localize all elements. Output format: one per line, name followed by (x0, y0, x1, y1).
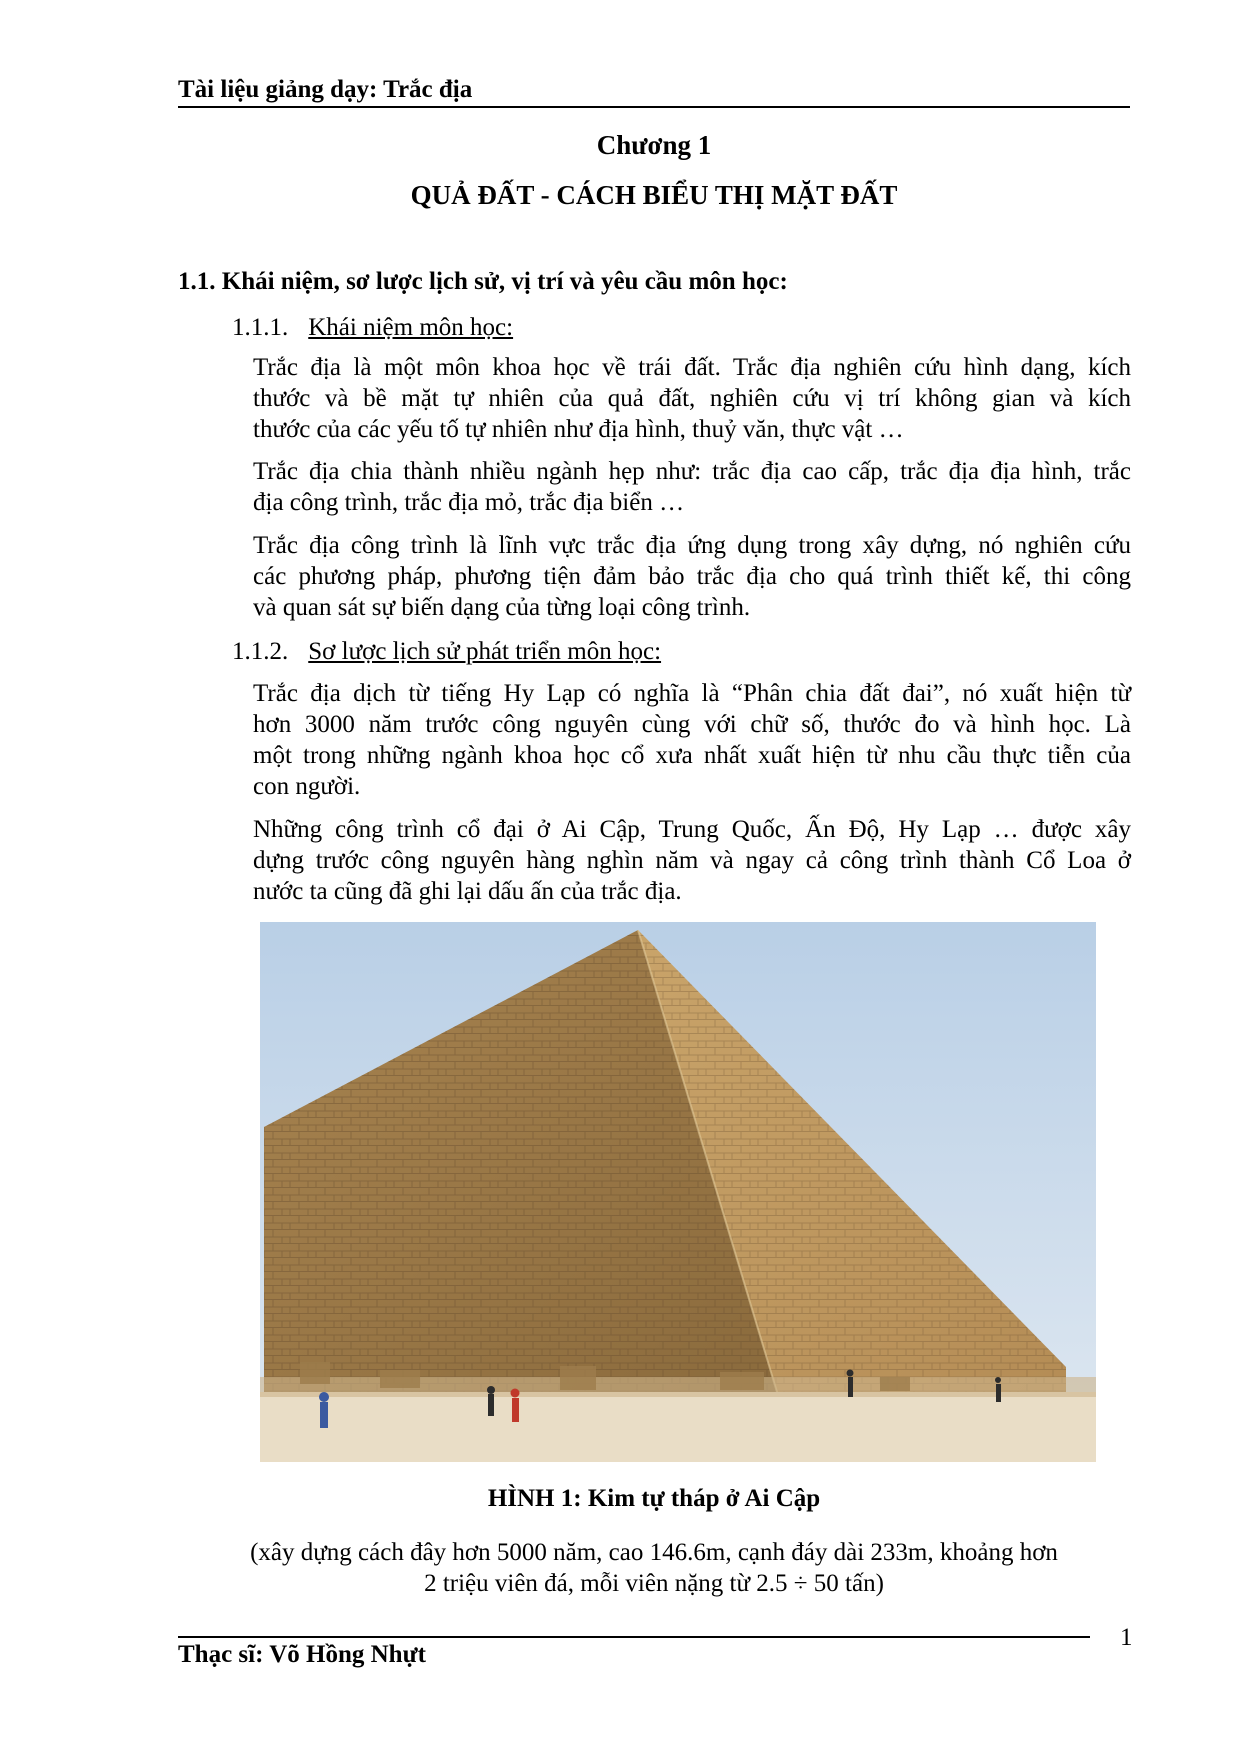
paragraph-line: địa công trình, trắc địa mỏ, trắc địa biển … (253, 489, 685, 516)
subsection-1-title: Khái niệm môn học: (308, 314, 514, 341)
paragraph-line: Trắc địa chia thành nhiều ngành hẹp như: trắc địa cao cấp, trắc địa địa hình, trắc (253, 458, 1131, 485)
subsection-1-number: 1.1.1. (232, 314, 289, 341)
paragraph-line: thước của các yếu tố tự nhiên như địa hình, thuỷ văn, thực vật … (253, 416, 904, 443)
figure-note (178, 1537, 1130, 1599)
paragraph-line: thước và bề mặt tự nhiên của quả đất, nghiên cứu vị trí không gian và kích (253, 385, 1131, 412)
paragraph-line: và quan sát sự biến dạng của từng loại công trình. (253, 594, 751, 621)
subsection-2-title: Sơ lược lịch sử phát triển môn học: (308, 638, 662, 665)
paragraph-line: Những công trình cổ đại ở Ai Cập, Trung Quốc, Ấn Độ, Hy Lạp … được xây (253, 816, 1131, 843)
paragraph-line: hơn 3000 năm trước công nguyên cùng với chữ số, thước đo và hình học. Là (253, 711, 1131, 738)
figure-note-line: 2 triệu viên đá, mỗi viên nặng từ 2.5 ÷ 50 tấn) (424, 1570, 884, 1597)
paragraph-line: Trắc địa là một môn khoa học về trái đất. Trắc địa nghiên cứu hình dạng, kích (253, 354, 1131, 381)
paragraph-line: con người. (253, 773, 361, 800)
chapter-number: Chương 1 (596, 130, 712, 160)
chapter-title: QUẢ ĐẤT - CÁCH BIỂU THỊ MẶT ĐẤT (410, 180, 898, 210)
footer-author: Thạc sĩ: Võ Hồng Nhựt (178, 1641, 426, 1668)
subsection-2-number: 1.1.2. (232, 638, 289, 665)
paragraph-4 (253, 678, 1131, 802)
paragraph-line: Trắc địa công trình là lĩnh vực trắc địa ứng dụng trong xây dựng, nó nghiên cứu (253, 532, 1131, 559)
paragraph-line: một trong những ngành khoa học cổ xưa nhất xuất hiện từ nhu cầu thực tiễn của (253, 742, 1131, 769)
paragraph-line: các phương pháp, phương tiện đảm bảo trắc địa cho quá trình thiết kế, thi công (253, 563, 1131, 590)
paragraph-5 (253, 814, 1131, 907)
figure-note-line: (xây dựng cách đây hơn 5000 năm, cao 146.6m, cạnh đáy dài 233m, khoảng hơn (250, 1539, 1058, 1566)
paragraph-line: Trắc địa dịch từ tiếng Hy Lạp có nghĩa là “Phân chia đất đai”, nó xuất hiện từ (253, 680, 1131, 707)
subsection-2-heading (232, 638, 661, 666)
paragraph-line: nước ta cũng đã ghi lại dấu ấn của trắc địa. (253, 878, 682, 905)
figure-caption: HÌNH 1: Kim tự tháp ở Ai Cập (487, 1485, 821, 1512)
paragraph-3 (253, 530, 1131, 623)
page-header (178, 72, 1130, 108)
paragraph-1 (253, 352, 1131, 445)
footer-divider (178, 1636, 1090, 1638)
paragraph-2 (253, 456, 1131, 518)
page-number: 1 (1120, 1624, 1133, 1651)
header-title: Tài liệu giảng dạy: Trắc địa (178, 76, 473, 103)
subsection-1-heading (232, 314, 513, 342)
paragraph-line: dựng trước công nguyên hàng nghìn năm và ngay cả công trình thành Cổ Loa ở (253, 847, 1131, 874)
section-heading: 1.1. Khái niệm, sơ lược lịch sử, vị trí và yêu cầu môn học: (178, 268, 788, 295)
pyramid-photo (260, 922, 1096, 1462)
